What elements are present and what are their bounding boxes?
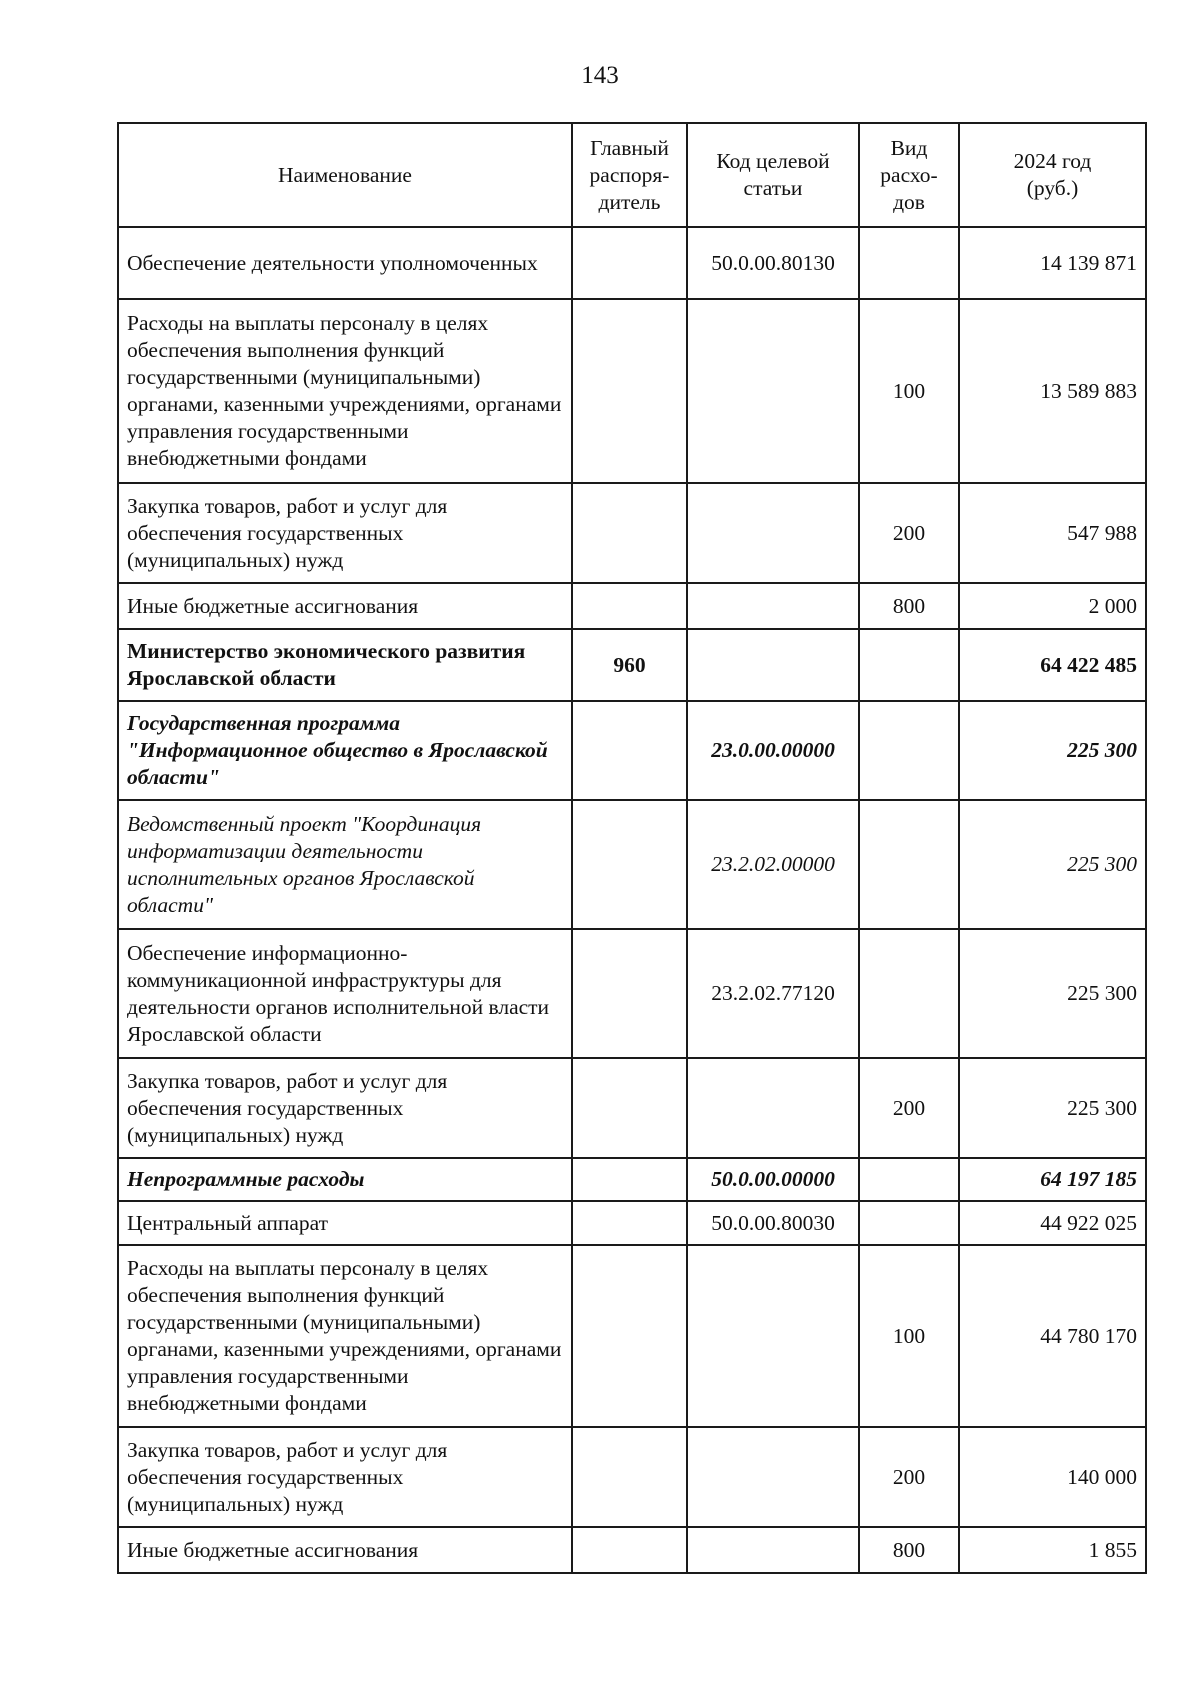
table-row: [118, 299, 1146, 483]
cell-kcs: 50.0.00.00000: [687, 1158, 859, 1201]
cell-sum: 44 922 025: [959, 1201, 1146, 1245]
cell-kcs: [687, 1245, 859, 1427]
cell-sum: 64 197 185: [959, 1158, 1146, 1201]
cell-sum: 64 422 485: [959, 629, 1146, 701]
cell-kcs: 50.0.00.80030: [687, 1201, 859, 1245]
cell-name: Центральный аппарат: [118, 1201, 572, 1245]
cell-sum: 1 855: [959, 1527, 1146, 1573]
budget-table: [117, 122, 1147, 1574]
cell-grbs: [572, 299, 687, 483]
cell-kcs: [687, 1527, 859, 1573]
cell-grbs: [572, 1527, 687, 1573]
cell-vr: [859, 701, 959, 800]
header-name: Наименование: [118, 123, 572, 227]
cell-name: Закупка товаров, работ и услуг для обеспечения государственных (муниципальных) нужд: [118, 483, 572, 583]
cell-kcs: [687, 483, 859, 583]
cell-grbs: [572, 1158, 687, 1201]
cell-name: Обеспечение информационно-коммуникационной инфраструктуры для деятельности органов исполнительной власти Ярославской области: [118, 929, 572, 1058]
cell-grbs: [572, 800, 687, 929]
table-row: [118, 1245, 1146, 1427]
cell-grbs: [572, 1245, 687, 1427]
cell-kcs: [687, 1427, 859, 1527]
cell-sum: 14 139 871: [959, 227, 1146, 299]
table-row: [118, 929, 1146, 1058]
cell-grbs: [572, 1058, 687, 1158]
cell-vr: 800: [859, 1527, 959, 1573]
cell-sum: 140 000: [959, 1427, 1146, 1527]
cell-kcs: [687, 583, 859, 629]
table-header-row: [118, 123, 1146, 227]
cell-kcs: 23.2.02.00000: [687, 800, 859, 929]
table-body: [118, 227, 1146, 1573]
page-number: 143: [581, 62, 619, 89]
cell-name: Расходы на выплаты персоналу в целях обеспечения выполнения функций государственными (муниципальными) органами, казенными учреждениями, органами управления государственными внебюджетными фондами: [118, 1245, 572, 1427]
cell-kcs: 50.0.00.80130: [687, 227, 859, 299]
cell-grbs: [572, 227, 687, 299]
cell-sum: 13 589 883: [959, 299, 1146, 483]
table-row: [118, 701, 1146, 800]
cell-sum: 225 300: [959, 701, 1146, 800]
cell-vr: [859, 929, 959, 1058]
cell-name: Закупка товаров, работ и услуг для обеспечения государственных (муниципальных) нужд: [118, 1427, 572, 1527]
cell-name: Закупка товаров, работ и услуг для обеспечения государственных (муниципальных) нужд: [118, 1058, 572, 1158]
cell-kcs: [687, 1058, 859, 1158]
cell-kcs: [687, 629, 859, 701]
table-row: [118, 1527, 1146, 1573]
table-row: [118, 583, 1146, 629]
cell-grbs: [572, 583, 687, 629]
cell-name: Обеспечение деятельности уполномоченных: [118, 227, 572, 299]
cell-sum: 44 780 170: [959, 1245, 1146, 1427]
cell-kcs: 23.2.02.77120: [687, 929, 859, 1058]
cell-name: Иные бюджетные ассигнования: [118, 583, 572, 629]
cell-vr: [859, 800, 959, 929]
cell-vr: [859, 1158, 959, 1201]
cell-kcs: 23.0.00.00000: [687, 701, 859, 800]
cell-sum: 225 300: [959, 1058, 1146, 1158]
cell-vr: [859, 227, 959, 299]
cell-vr: 200: [859, 483, 959, 583]
cell-grbs: [572, 1427, 687, 1527]
table-row: [118, 1427, 1146, 1527]
cell-vr: 200: [859, 1427, 959, 1527]
cell-vr: 800: [859, 583, 959, 629]
cell-grbs: [572, 701, 687, 800]
table-row: [118, 1158, 1146, 1201]
cell-vr: 200: [859, 1058, 959, 1158]
cell-vr: 100: [859, 1245, 959, 1427]
table-row: [118, 800, 1146, 929]
table-row: [118, 1201, 1146, 1245]
cell-grbs: 960: [572, 629, 687, 701]
table-row: [118, 1058, 1146, 1158]
cell-sum: 225 300: [959, 929, 1146, 1058]
cell-sum: 2 000: [959, 583, 1146, 629]
cell-name: Министерство экономического развития Ярославской области: [118, 629, 572, 701]
cell-kcs: [687, 299, 859, 483]
table-row: [118, 483, 1146, 583]
cell-name: Иные бюджетные ассигнования: [118, 1527, 572, 1573]
header-sum: 2024 год (руб.): [959, 123, 1146, 227]
cell-name: Непрограммные расходы: [118, 1158, 572, 1201]
cell-sum: 547 988: [959, 483, 1146, 583]
cell-grbs: [572, 929, 687, 1058]
table-row: [118, 227, 1146, 299]
cell-vr: [859, 629, 959, 701]
cell-name: Расходы на выплаты персоналу в целях обеспечения выполнения функций государственными (муниципальными) органами, казенными учреждениями, органами управления государственными внебюджетными фондами: [118, 299, 572, 483]
cell-name: Ведомственный проект "Координация информатизации деятельности исполнительных органов Ярославской области": [118, 800, 572, 929]
header-kcs: Код целевой статьи: [687, 123, 859, 227]
cell-vr: 100: [859, 299, 959, 483]
cell-grbs: [572, 483, 687, 583]
cell-vr: [859, 1201, 959, 1245]
cell-grbs: [572, 1201, 687, 1245]
cell-sum: 225 300: [959, 800, 1146, 929]
header-vr: Вид расхо-дов: [859, 123, 959, 227]
header-grbs: Главный распоря-дитель: [572, 123, 687, 227]
cell-name: Государственная программа "Информационное общество в Ярославской области": [118, 701, 572, 800]
table-row: [118, 629, 1146, 701]
